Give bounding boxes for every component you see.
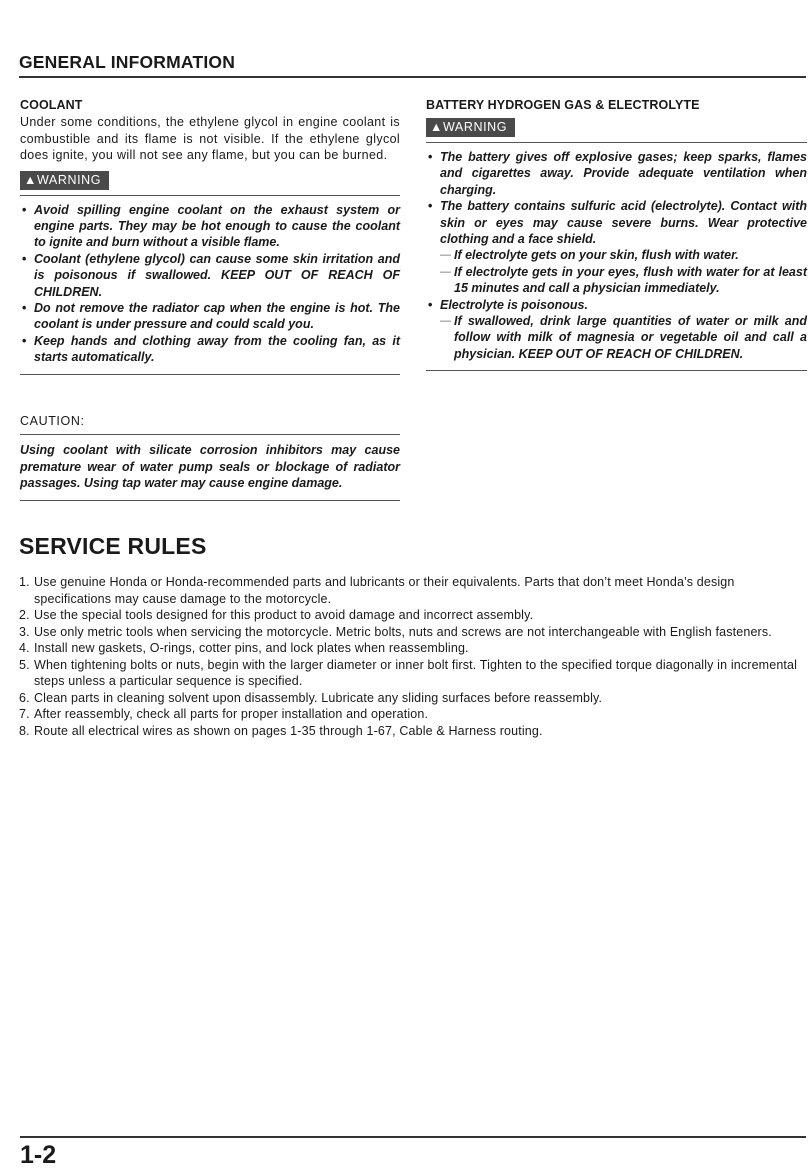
sublist-item: — If electrolyte gets in your eyes, flush with water for at least 15 minutes and call a physician immediately. bbox=[440, 264, 807, 297]
coolant-section bbox=[20, 98, 400, 375]
list-item bbox=[19, 657, 807, 690]
battery-heading: BATTERY HYDROGEN GAS & ELECTROLYTE bbox=[426, 98, 700, 112]
coolant-warning-rule bbox=[20, 190, 400, 196]
list-item: • Do not remove the radiator cap when the engine is hot. The coolant is under pressure and could scald you. bbox=[20, 300, 400, 333]
service-rules-list bbox=[19, 574, 807, 739]
list-item-text: The battery contains sulfuric acid (electrolyte). Contact with skin or eyes may cause severe burns. Wear protective clothing and a face shield. bbox=[440, 199, 807, 247]
battery-end-rule bbox=[426, 370, 807, 371]
list-item bbox=[19, 607, 807, 624]
list-item-text: Electrolyte is poisonous. bbox=[440, 297, 588, 312]
page-number: 1-2 bbox=[20, 1141, 57, 1169]
caution-bottom-rule bbox=[20, 500, 400, 501]
item-text: After reassembly, check all parts for proper installation and operation. bbox=[34, 707, 429, 721]
battery-sublist bbox=[440, 313, 807, 362]
caution-heading: CAUTION: bbox=[20, 414, 85, 428]
caution-box bbox=[20, 414, 400, 501]
coolant-end-rule bbox=[20, 374, 400, 375]
list-item bbox=[426, 297, 807, 363]
list-item: • Avoid spilling engine coolant on the exhaust system or engine parts. They may be hot enough to cause the coolant to ignite and burn without a visible flame. bbox=[20, 202, 400, 251]
battery-warning-list bbox=[426, 149, 807, 362]
list-item bbox=[19, 624, 807, 641]
list-item bbox=[19, 706, 807, 723]
item-number: 1. bbox=[19, 575, 30, 589]
item-text: Use only metric tools when servicing the motorcycle. Metric bolts, nuts and screws are not interchangeable with English fasteners. bbox=[34, 624, 772, 639]
item-number: 7. bbox=[19, 707, 30, 721]
item-number: 8. bbox=[19, 723, 30, 738]
item-number: 5. bbox=[19, 657, 30, 672]
list-item bbox=[19, 690, 807, 707]
warning-triangle-icon: ▲ bbox=[24, 172, 37, 187]
caution-text: Using coolant with silicate corrosion inhibitors may cause premature wear of water pump seals or blockage of radiator passages. Using tap water may cause engine damage. bbox=[20, 443, 400, 490]
sublist-item: — If electrolyte gets on your skin, flush with water. bbox=[440, 247, 807, 263]
coolant-heading: COOLANT bbox=[20, 98, 83, 112]
item-number: 6. bbox=[19, 690, 30, 705]
list-item bbox=[426, 198, 807, 296]
battery-warning-rule bbox=[426, 137, 807, 143]
coolant-warning-label: WARNING bbox=[36, 172, 102, 187]
item-number: 3. bbox=[19, 624, 30, 639]
item-text: Use the special tools designed for this product to avoid damage and incorrect assembly. bbox=[34, 608, 534, 622]
item-text: Route all electrical wires as shown on pages 1-35 through 1-67, Cable & Harness routing. bbox=[34, 723, 543, 738]
coolant-intro: Under some conditions, the ethylene glycol in engine coolant is combustible and its flame is not visible. If the ethylene glycol does ignite, you will not see any flame, but you can be burned. bbox=[20, 115, 400, 162]
battery-warning-label: WARNING bbox=[442, 120, 508, 134]
list-item: • The battery gives off explosive gases; keep sparks, flames and cigarettes away. Provide adequate ventilation when charging. bbox=[426, 149, 807, 198]
battery-section bbox=[426, 98, 807, 371]
list-item bbox=[19, 640, 807, 657]
item-text: When tightening bolts or nuts, begin with the larger diameter or inner bolt first. Tighten to the specified torque diagonally in incremental steps unless a particular sequence is specified. bbox=[34, 657, 798, 688]
service-rules-title: SERVICE RULES bbox=[19, 533, 207, 559]
item-text: Clean parts in cleaning solvent upon disassembly. Lubricate any sliding surfaces before reassembly. bbox=[34, 690, 603, 705]
caution-top-rule bbox=[20, 434, 400, 435]
list-item bbox=[19, 574, 807, 607]
coolant-warning-list bbox=[20, 202, 400, 366]
header-rule bbox=[19, 76, 806, 78]
item-text: Use genuine Honda or Honda-recommended parts and lubricants or their equivalents. Parts that don’t meet Honda’s design specifications may cause damage to the motorcycle. bbox=[34, 575, 735, 606]
item-number: 4. bbox=[19, 641, 30, 655]
footer-rule bbox=[20, 1136, 806, 1138]
item-number: 2. bbox=[19, 608, 30, 622]
list-item: • Keep hands and clothing away from the cooling fan, as it starts automatically. bbox=[20, 333, 400, 366]
page-header-title: GENERAL INFORMATION bbox=[19, 52, 236, 72]
coolant-warning-badge bbox=[20, 171, 109, 190]
battery-warning-badge bbox=[426, 118, 515, 137]
list-item bbox=[19, 723, 807, 740]
battery-sublist bbox=[440, 247, 807, 296]
warning-triangle-icon: ▲ bbox=[430, 120, 443, 134]
sublist-item: — If swallowed, drink large quantities of water or milk and follow with milk of magnesia or vegetable oil and call a physician. KEEP OUT OF REACH OF CHILDREN. bbox=[440, 313, 807, 362]
item-text: Install new gaskets, O-rings, cotter pins, and lock plates when reassembling. bbox=[34, 641, 469, 655]
list-item: • Coolant (ethylene glycol) can cause some skin irritation and is poisonous if swallowed. KEEP OUT OF REACH OF CHILDREN. bbox=[20, 251, 400, 300]
